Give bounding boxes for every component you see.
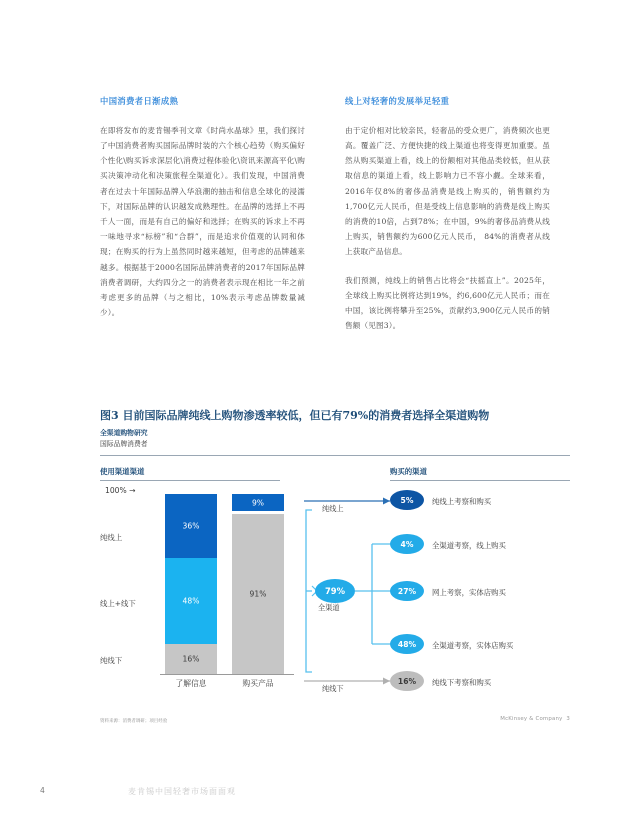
bar-awareness-segment-online-only: 36%	[165, 494, 217, 558]
exhibit-body	[100, 466, 570, 724]
right-column-paragraph-2: 我们预测，纯线上的销售占比将会“扶摇直上”。2025年，全球线上购买比例将达到19%，约6,600亿元人民币；而在中国，该比例将攀升至25%，贡献约3,900亿元人民币的销售额（见图3）。	[345, 275, 550, 331]
bar-awareness-segment-omnichannel: 48%	[165, 558, 217, 644]
group-bubble-omnichannel: 79%	[315, 579, 355, 603]
exhibit-source-note: 资料来源：消费者调研；项目经验	[100, 719, 168, 724]
breakdown-pill-online-research-store-buy: 27%	[390, 581, 424, 601]
bar-awareness-segment-offline-only: 16%	[165, 644, 217, 674]
left-text-column	[100, 96, 305, 333]
page-number: 4	[40, 786, 45, 795]
flow-label-omnichannel: 全渠道	[318, 603, 340, 612]
exhibit-subtitle-secondary: 国际品牌消费者	[100, 440, 148, 448]
left-column-heading: 中国消费者日渐成熟	[100, 96, 179, 106]
mckinsey-footer: McKinsey & Company 3	[500, 716, 570, 722]
breakdown-label-omni-research-store-buy: 全渠道考察，实体店购买	[432, 641, 514, 650]
category-label-awareness: 了解信息	[175, 679, 207, 688]
axis-top-label: 100% →	[105, 486, 136, 495]
breakdown-label-offline-only: 纯线下考察和购买	[432, 678, 492, 687]
right-column-paragraph-1: 由于定价相对比较亲民，轻奢品的受众更广，消费频次也更高。覆盖广泛、方便快捷的线上渠道也将变得更加重要。虽然从购买渠道上看，线上的份额相对其他品类较低，但从获取信息的渠道上看，线上影响力已不容小觑。全球来看，2016年仅8%的奢侈品消费是线上购买的，销售额约为1,700亿元人民币，但是受线上信息影响的消费是线上购买的消费的10倍，占到78%；在中国，9%的奢侈品消费从线上购买，销售额约为600亿元人民币， 84%的消费者从线上获取产品信息。	[345, 125, 550, 257]
flow-label-online-only: 纯线上	[322, 504, 344, 513]
row-label-omnichannel: 线上+线下	[100, 599, 136, 608]
bar-purchase-segment-offline-related: 91%	[232, 514, 284, 674]
right-text-column	[345, 96, 550, 346]
breakdown-label-online-research-store-buy: 网上考察，实体店购买	[432, 588, 506, 597]
bar-purchase-segment-online-only: 9%	[232, 494, 284, 511]
breakdown-pill-online-only: 5%	[390, 490, 424, 510]
breakdown-pill-omni-research-store-buy: 48%	[390, 634, 424, 654]
breakdown-pill-omni-research-online-buy: 4%	[390, 534, 424, 554]
exhibit-title: 图3 目前国际品牌纯线上购物渗透率较低，但已有79%的消费者选择全渠道购物	[100, 409, 490, 422]
row-label-online-only: 纯线上	[100, 533, 123, 542]
category-label-purchase: 购买产品	[242, 679, 274, 688]
left-column-paragraph-1: 在即将发布的麦肯锡季刊文章《时尚水晶球》里，我们探讨了中国消费者购买国际品牌时装的六个核心趋势（购买偏好个性化\购买诉求深层化\消费过程体验化\资讯来源高平化\购买决策冲动化和决策旅程全渠道化）。我们发现，中国消费者在过去十年国际品牌入华浪潮的抽击和信息全球化的浸濡下，对国际品牌的认识越发成熟理性。在品牌的选择上不再千人一面，而是有自己的偏好和选择；在购买的诉求上不再一味地寻求“标榜”和“合群”，而是追求价值观的认同和体现；在购买的行为上虽然同时越来越短，但考虑的品牌越来越多。根据基于2000名国际品牌消费者的2017年国际品牌消费者调研，大约四分之一的消费者表示现在相比一年之前考虑更多的品牌（与之相比，10%表示考虑品牌数量减少）。	[100, 125, 305, 318]
exhibit-figure-3	[100, 408, 570, 724]
running-title: 麦肯锡中国轻奢市场面面观	[128, 787, 236, 796]
exhibit-divider	[100, 455, 570, 456]
column-header-purchase-channel: 购买的渠道	[390, 466, 570, 481]
row-label-offline-only: 纯线下	[100, 656, 123, 665]
exhibit-subtitle-primary: 全渠道购物研究	[100, 429, 148, 437]
column-header-channels-used: 使用渠道渠道	[100, 466, 280, 481]
right-column-heading: 线上对轻奢的发展举足轻重	[345, 96, 450, 106]
breakdown-label-online-only: 纯线上考察和购买	[432, 497, 492, 506]
breakdown-pill-offline-only: 16%	[390, 671, 424, 691]
breakdown-label-omni-research-online-buy: 全渠道考察，线上购买	[432, 541, 506, 550]
flow-label-offline-only: 纯线下	[322, 684, 344, 693]
